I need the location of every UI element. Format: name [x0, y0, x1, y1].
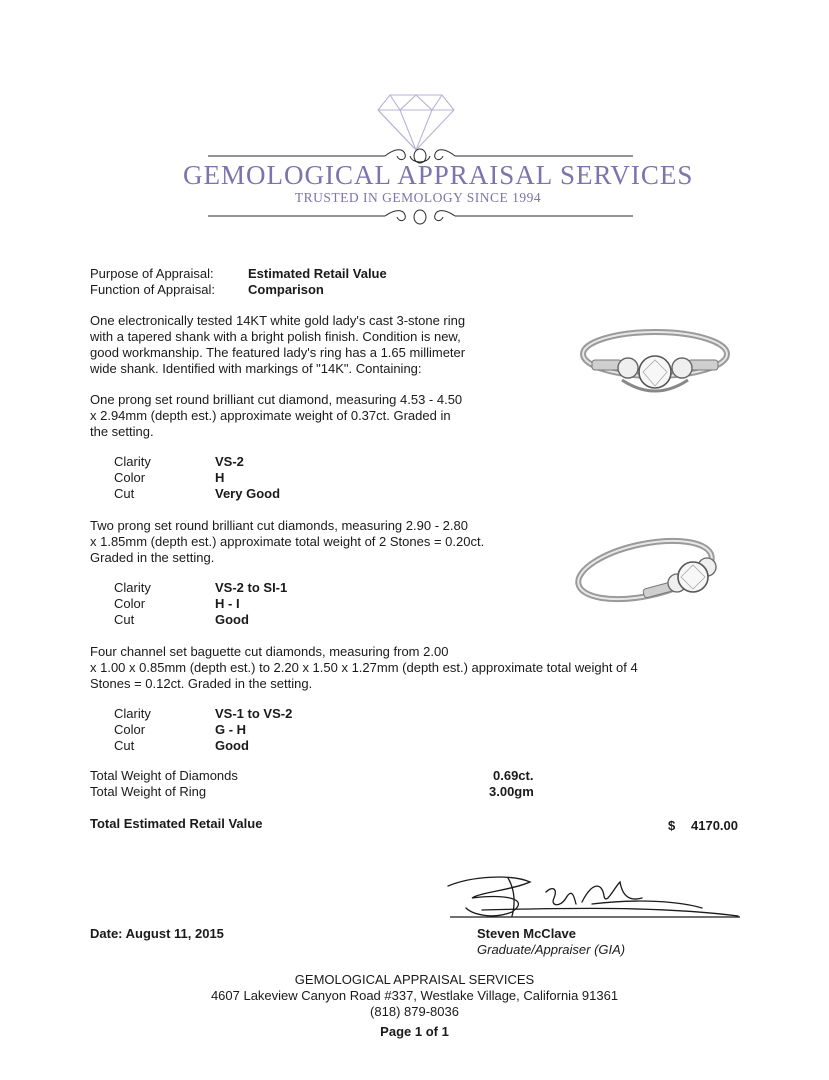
stone-line: Two prong set round brilliant cut diamonds, measuring 2.90 - 2.80	[90, 518, 468, 533]
stone-2-description	[90, 518, 520, 566]
company-tagline: TRUSTED IN GEMOLOGY SINCE 1994	[294, 190, 542, 205]
bottom-ornament-rule	[205, 205, 635, 229]
grade-value: VS-2 to SI-1	[215, 580, 288, 595]
description-line: One electronically tested 14KT white gold lady's cast 3-stone ring	[90, 313, 466, 328]
grade-label: Color	[114, 722, 146, 737]
ring-photo-front	[570, 310, 740, 405]
function-label: Function of Appraisal:	[90, 282, 216, 297]
total-diamonds-label: Total Weight of Diamonds	[90, 768, 238, 783]
stone-line: Graded in the setting.	[90, 550, 215, 565]
footer-address: 4607 Lakeview Canyon Road #337, Westlake Village, California 91361	[210, 988, 619, 1003]
stone-line: Four channel set baguette cut diamonds, measuring from 2.00	[90, 644, 449, 659]
total-diamonds-value: 0.69ct.	[493, 768, 534, 783]
function-value: Comparison	[248, 282, 324, 297]
grade-label: Clarity	[114, 706, 151, 721]
company-logo-name: GEMOLOGICAL APPRAISAL SERVICES	[183, 160, 694, 190]
grade-label: Clarity	[114, 454, 151, 469]
grade-value: VS-2	[215, 454, 244, 469]
ring-photo-angle	[565, 525, 740, 620]
purpose-label: Purpose of Appraisal:	[90, 266, 214, 281]
total-ring-label: Total Weight of Ring	[90, 784, 207, 799]
retail-value: 4170.00	[691, 818, 738, 833]
grade-value: Good	[215, 612, 249, 627]
grade-label: Cut	[114, 738, 135, 753]
description-line: wide shank. Identified with markings of "14K". Containing:	[90, 361, 422, 376]
stone-line: x 1.00 x 0.85mm (depth est.) to 2.20 x 1.50 x 1.27mm (depth est.) approximate total weight of 4	[90, 660, 638, 675]
footer-company: GEMOLOGICAL APPRAISAL SERVICES	[294, 972, 535, 987]
ring-description	[90, 313, 510, 377]
retail-value-label: Total Estimated Retail Value	[90, 816, 263, 831]
grade-value: H	[215, 470, 225, 485]
appraiser-signature	[442, 868, 742, 924]
grade-value: Good	[215, 738, 249, 753]
grade-label: Cut	[114, 612, 135, 627]
footer-phone: (818) 879-8036	[370, 1004, 459, 1019]
purpose-value: Estimated Retail Value	[248, 266, 387, 281]
grade-value: VS-1 to VS-2	[215, 706, 293, 721]
description-line: good workmanship. The featured lady's ring has a 1.65 millimeter	[90, 345, 466, 360]
stone-line: the setting.	[90, 424, 154, 439]
description-line: with a tapered shank with a bright polish finish. Condition is new,	[90, 329, 461, 344]
appraisal-date: Date: August 11, 2015	[90, 926, 224, 941]
grade-value: Very Good	[215, 486, 281, 501]
diamond-logo-icon	[376, 92, 456, 152]
stone-line: Stones = 0.12ct. Graded in the setting.	[90, 676, 313, 691]
stone-line: x 2.94mm (depth est.) approximate weight of 0.37ct. Graded in	[90, 408, 451, 423]
stone-line: x 1.85mm (depth est.) approximate total weight of 2 Stones = 0.20ct.	[90, 534, 485, 549]
total-ring-value: 3.00gm	[489, 784, 534, 799]
grade-label: Cut	[114, 486, 135, 501]
grade-label: Color	[114, 596, 146, 611]
grade-label: Clarity	[114, 580, 151, 595]
retail-currency: $	[668, 818, 676, 833]
appraiser-title: Graduate/Appraiser (GIA)	[477, 942, 626, 957]
stone-line: One prong set round brilliant cut diamond, measuring 4.53 - 4.50	[90, 392, 463, 407]
appraiser-name: Steven McClave	[477, 926, 576, 941]
grade-label: Color	[114, 470, 146, 485]
page-number: Page 1 of 1	[380, 1024, 449, 1039]
grade-value: H - I	[215, 596, 240, 611]
stone-1-description	[90, 392, 510, 440]
grade-value: G - H	[215, 722, 247, 737]
stone-3-description	[90, 644, 690, 692]
